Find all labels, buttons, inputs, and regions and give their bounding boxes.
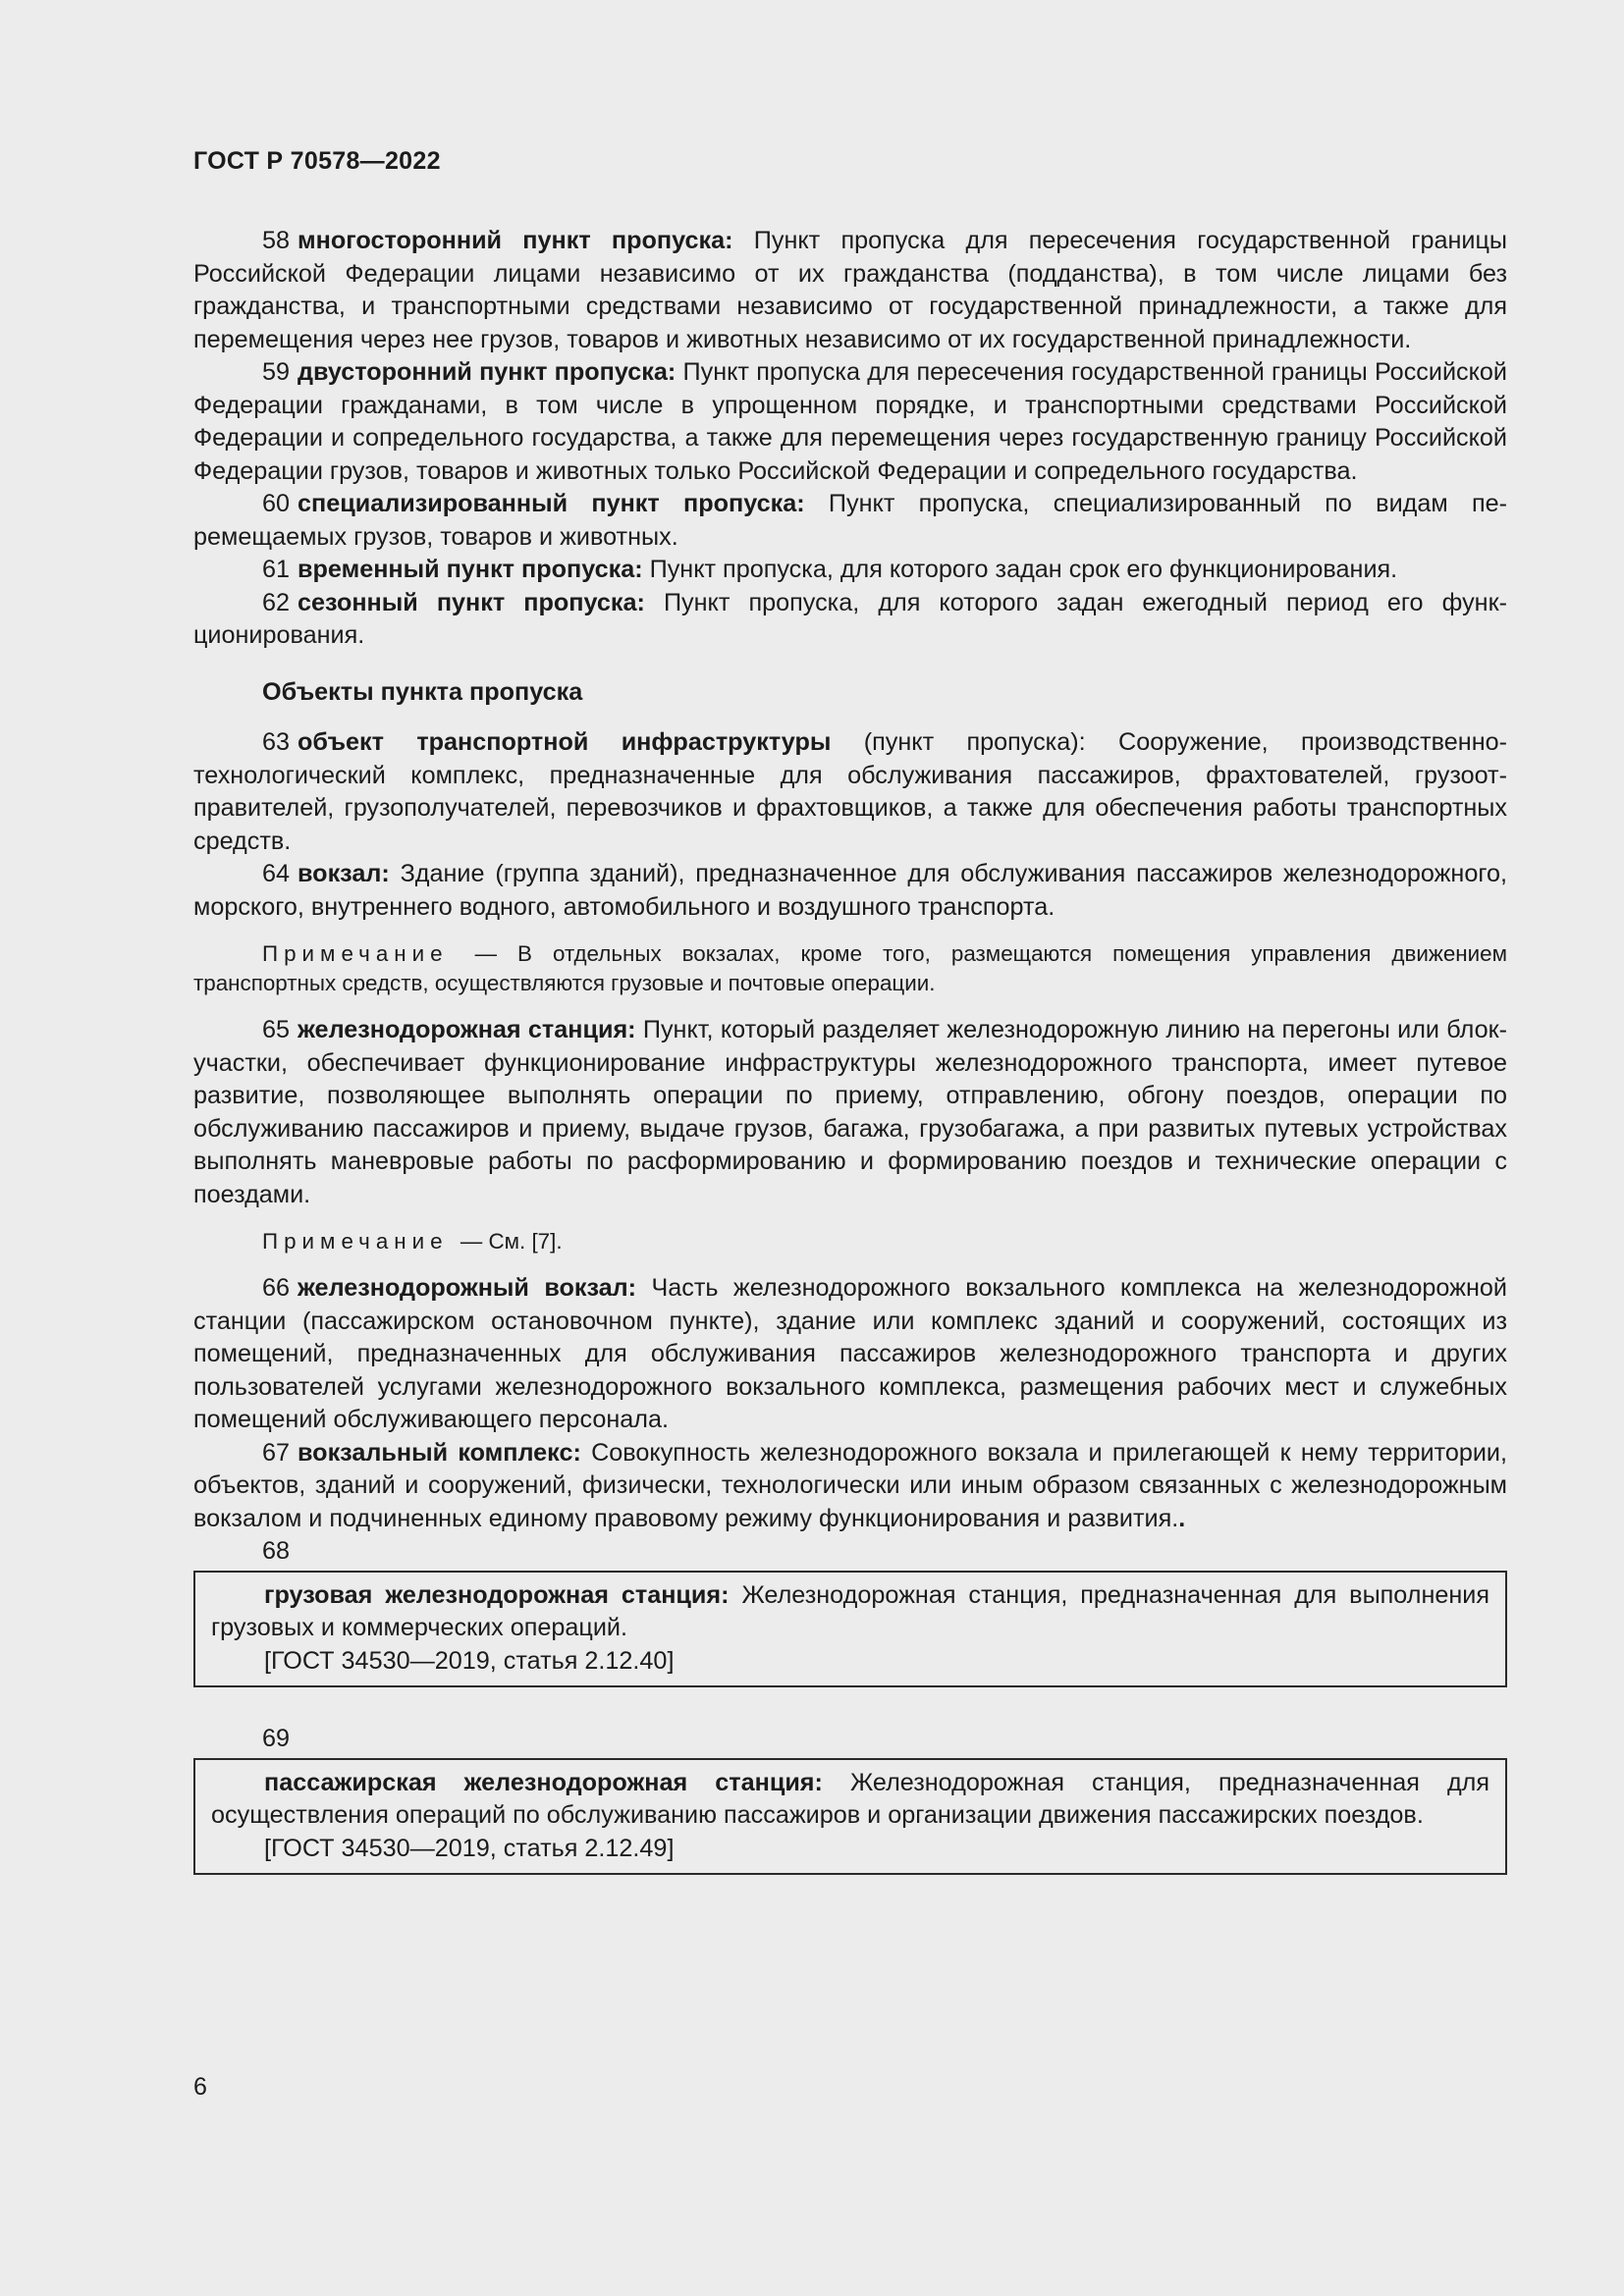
term-name: временный пункт пропуска: [298,556,643,583]
term-definition: Часть железнодорожного вокзального комплекса на железнодорожной станции (пассажирском остановочном пункте), здание или комплекс зданий и сооружений, состоящих из помещений, предназначенных для обслуживания пассажиров железнодорожного транспорта и других пользователей услугами железнодорожного вокзального комплекса, размещения рабочих мест и служебных помещений обслуживающего персонала. [193,1274,1507,1433]
page-number: 6 [193,2073,207,2101]
term-entry [193,356,1507,488]
term-definition: (пункт пропуска): Сооружение, производственно-технологический комплекс, предназначенные для обслуживания пассажиров, фрахтователей, грузоотправителей, грузополучателей, перевозчиков и фрахтовщиков, а также для обеспечения работы транспортных средств. [193,728,1507,855]
term-entry [193,858,1507,924]
term-entry [193,225,1507,356]
term-entry [193,587,1507,653]
note-label: Примечание [262,1229,449,1254]
term-name: объект транспортной инфраструктуры [298,728,832,756]
term-definition: Пункт пропуска для пересечения государственной границы Российской Федерации лицами независимо от их гражданства (подданства), в том числе лицами без гражданства, и транспортными средствами независимо от государственной принадлежности, а также для перемещения через нее грузов, товаров и животных независимо от их государственной принадлежности. [193,227,1508,353]
term-end-period: . [1178,1504,1186,1532]
term-entry [193,488,1507,554]
note-text: — В отдельных вокзалах, кроме того, размещаются помещения управления движением транспортных средств, осуществляются грузовые и почтовые операции. [193,941,1507,995]
note-text: — См. [7]. [454,1229,563,1254]
term-number: 66 [262,1274,291,1302]
term-definition: Пункт пропуска, для которого задан ежегодный период его функционирования. [193,588,1507,649]
term-name: многосторонний пункт пропуска: [298,227,733,254]
term-number: 59 [262,358,291,386]
term-entry [211,1579,1489,1645]
section-heading: Объекты пункта пропуска [262,677,583,706]
term-entry [193,1437,1507,1536]
term-number: 69 [262,1725,291,1752]
note [193,1227,1507,1256]
doc-number-header: ГОСТ Р 70578—2022 [193,147,441,175]
term-name: сезонный пункт пропуска: [298,588,645,616]
term-name: железнодорожная станция: [298,1016,636,1043]
term-name: вокзальный комплекс: [298,1438,581,1467]
term-entry [193,1014,1507,1211]
term-source: [ГОСТ 34530—2019, статья 2.12.49] [264,1834,675,1862]
term-name: грузовая железнодорожная станция: [264,1580,730,1609]
term-definition: Пункт, который разделяет железнодорожную линию на перегоны или блок-участки, обеспечивает функционирование инфраструктуры железнодорожного транспорта, имеет путевое развитие, позволяющее выполнять операции по приему, отправлению, обгону поездов, операции по обслуживанию пассажиров и приему, выдаче грузов, багажа, грузобагажа, а при развитых путевых устройствах выполнять маневровые работы по расформированию и формированию поездов и технические операции с поездами. [193,1016,1507,1208]
term-number: 65 [262,1016,291,1043]
term-name: специализированный пункт пропуска: [298,490,805,517]
term-definition: Железнодорожная станция, предназначенная для осуществления операций по обслуживанию пассажиров и организации движения пассажирских поездов. [211,1768,1489,1829]
term-name: пассажирская железнодорожная станция: [264,1768,823,1796]
note [193,939,1507,998]
note-label: Примечание [262,941,449,966]
terms-body [193,225,1507,1875]
term-definition: Железнодорожная станция, предназначенная для выполнения грузовых и коммерческих операций. [211,1580,1489,1641]
term-source: [ГОСТ 34530—2019, статья 2.12.40] [264,1646,675,1675]
term-definition: Пункт пропуска, для которого задан срок его функционирования. [642,556,1398,583]
term-definition: Совокупность железнодорожного вокзала и прилегающей к нему территории, объектов, зданий и сооружений, физически, технологически или иным образом связанных с железнодорожным вокзалом и подчиненных единому правовому режиму функционирования и развития. [193,1438,1507,1532]
term-entry [193,1272,1507,1437]
term-entry [211,1767,1489,1833]
term-entry [193,554,1507,587]
term-number: 67 [262,1438,291,1467]
term-number: 63 [262,728,291,756]
term-number: 62 [262,588,291,616]
term-name: вокзал: [298,860,390,887]
term-number: 61 [262,556,291,583]
term-number: 58 [262,227,291,254]
term-entry [193,726,1507,858]
term-number: 60 [262,490,291,517]
term-definition: Пункт пропуска для пересечения государственной границы Российской Федерации гражданами, в том числе в упрощенном порядке, и транспортными средствами Российской Федерации и сопредельного государства, а также для перемещения через государственную границу Российской Федерации грузов, товаров и животных только Российской Федерации и сопредельного государства. [193,358,1507,485]
term-number: 64 [262,860,291,887]
term-number: 68 [262,1537,291,1565]
term-definition: Здание (группа зданий), предназначенное для обслуживания пассажиров железнодорожного, морского, внутреннего водного, автомобильного и воздушного транспорта. [193,860,1507,921]
term-definition: Пункт пропуска, специализированный по видам перемещаемых грузов, товаров и животных. [193,490,1507,551]
term-name: двусторонний пункт пропуска: [298,358,677,386]
quoted-term-box [193,1571,1507,1688]
term-name: железнодорожный вокзал: [298,1274,637,1302]
quoted-term-box [193,1758,1507,1876]
